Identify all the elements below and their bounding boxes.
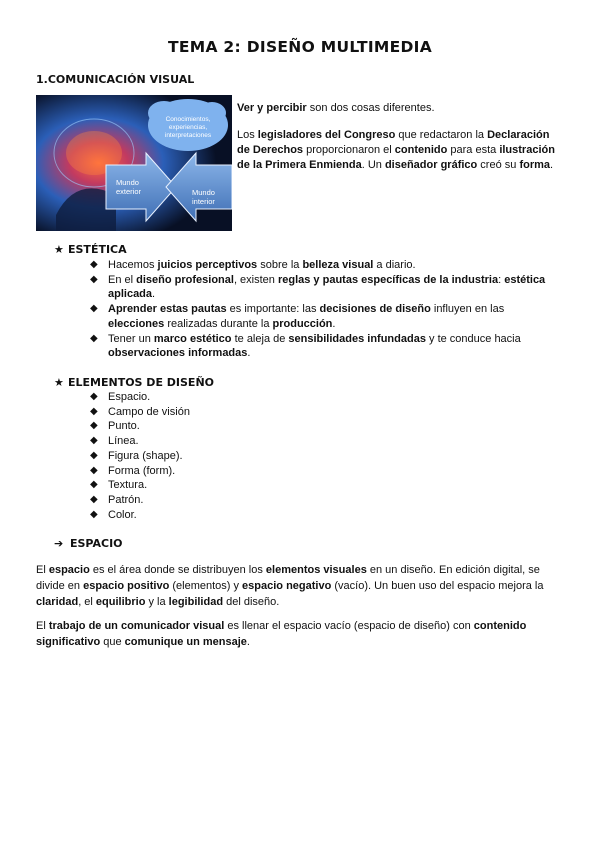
star-bullet-icon: ★ [54, 376, 64, 389]
list-item [90, 508, 560, 523]
document-title: TEMA 2: DISEÑO MULTIMEDIA [167, 38, 433, 56]
diamond-bullet-icon: ◆ [90, 303, 98, 315]
list-item [90, 302, 560, 331]
estetica-heading: ★ ESTÉTICA [54, 243, 127, 256]
list-item-text: Hacemos juicios perceptivos sobre la belleza visual a diario. [108, 259, 416, 271]
perception-illustration [36, 95, 232, 231]
brain-diagram-image [36, 95, 232, 231]
list-item [90, 405, 560, 420]
elementos-list [90, 390, 560, 522]
list-item [90, 419, 560, 434]
comunicador-paragraph: El trabajo de un comunicador visual es llenar el espacio vacío (espacio de diseño) con contenido significativo que comunique un mensaje. [36, 620, 527, 648]
list-item-text: Figura (shape). [108, 449, 183, 462]
diamond-bullet-icon: ◆ [90, 332, 98, 344]
arrow-right-icon: ➔ [54, 537, 64, 550]
list-item-text: Campo de visión [108, 405, 190, 418]
diamond-bullet-icon: ◆ [90, 479, 98, 491]
diamond-bullet-icon: ◆ [90, 464, 98, 476]
list-item-text: Aprender estas pautas es importante: las decisiones de diseño influyen en las elecciones realizadas durante la producción. [108, 303, 505, 330]
intro-paragraph: Ver y percibir son dos cosas diferentes. [237, 102, 435, 114]
list-item [90, 449, 560, 464]
diamond-bullet-icon: ◆ [90, 420, 98, 432]
svg-text:Mundointerior: Mundo interior [192, 188, 215, 206]
list-item-text: Color. [108, 508, 137, 521]
list-item-text: Punto. [108, 420, 140, 433]
list-item [90, 464, 560, 479]
espacio-heading: ➔ ESPACIO [54, 537, 123, 550]
list-item [90, 390, 560, 405]
list-item [90, 273, 560, 302]
section-heading: 1.COMUNICACIÓN VISUAL [36, 73, 195, 86]
list-item-text: Tener un marco estético te aleja de sensibilidades infundadas y te conduce hacia observaciones informadas. [108, 332, 521, 360]
list-item-text: Línea. [108, 435, 139, 448]
diamond-bullet-icon: ◆ [90, 493, 98, 505]
estetica-list [90, 258, 560, 361]
espacio-paragraph: El espacio es el área donde se distribuyen los elementos visuales en un diseño. En edición digital, se divide en espacio positivo (elementos) y espacio negativo (vacío). Un buen uso del espacio mejora la claridad, el equilibrio y la legibilidad del diseño. [36, 564, 544, 608]
list-item-text: Patrón. [108, 493, 144, 506]
diamond-bullet-icon: ◆ [90, 435, 98, 447]
svg-text:Mundoexterior: Mundo exterior [116, 178, 142, 196]
diamond-bullet-icon: ◆ [90, 273, 98, 285]
intro-paragraph: Los legisladores del Congreso que redactaron la Declaración de Derechos proporcionaron el contenido para esta ilustración de la Primera Enmienda. Un diseñador gráfico creó su forma. [237, 129, 555, 171]
list-item [90, 332, 560, 361]
list-item-text: Espacio. [108, 391, 151, 403]
list-item-text: Textura. [108, 479, 148, 492]
list-item [90, 258, 560, 273]
list-item [90, 478, 560, 493]
diamond-bullet-icon: ◆ [90, 405, 98, 417]
svg-text:Conocimientos,experiencias,int: Conocimientos, experiencias, interpretaciones [164, 116, 212, 139]
diamond-bullet-icon: ◆ [90, 391, 98, 402]
list-item [90, 493, 560, 508]
list-item [90, 434, 560, 449]
elementos-heading: ★ ELEMENTOS DE DISEÑO [54, 376, 215, 389]
list-item-text: En el diseño profesional, existen reglas y pautas específicas de la industria: estética aplicada. [108, 273, 546, 301]
star-bullet-icon: ★ [54, 243, 64, 256]
diamond-bullet-icon: ◆ [90, 449, 98, 461]
list-item-text: Forma (form). [108, 464, 176, 477]
diamond-bullet-icon: ◆ [90, 508, 98, 520]
intro-text [237, 101, 562, 185]
diamond-bullet-icon: ◆ [90, 259, 98, 270]
